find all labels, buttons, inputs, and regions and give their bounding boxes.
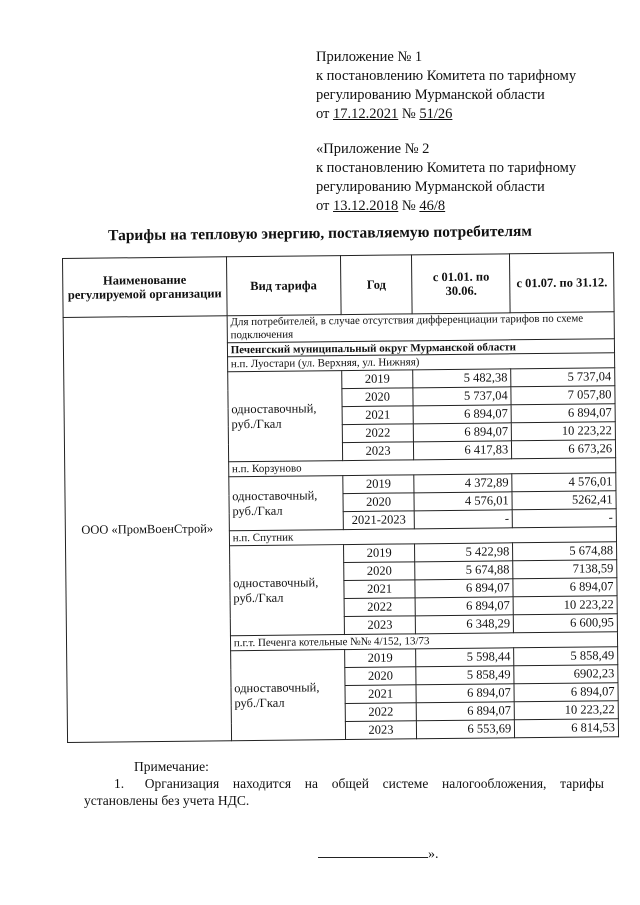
num-prefix: №	[398, 106, 420, 122]
appendix-1-date-line	[316, 105, 616, 124]
tariff-table	[62, 252, 619, 743]
locality-cell: н.п. Спутник	[229, 527, 616, 546]
period-2-value: 4 576,01	[512, 473, 616, 492]
period-1-value: 6 894,07	[415, 579, 513, 598]
year-cell: 2023	[342, 442, 414, 461]
year-cell: 2022	[342, 424, 414, 443]
period-2-value: 5 737,04	[511, 368, 615, 387]
period-1-value: 5 482,38	[413, 369, 511, 388]
closing-signature	[318, 845, 439, 863]
year-cell: 2020	[343, 562, 415, 581]
period-1-value: 6 348,29	[416, 615, 514, 634]
year-cell: 2020	[344, 667, 416, 686]
appendix-2-header	[316, 140, 616, 216]
date-prefix: от	[316, 198, 334, 214]
period-2-value: 6902,23	[514, 665, 618, 684]
table-header-row	[63, 253, 615, 318]
period-2-value: 10 223,22	[514, 701, 618, 720]
period-1-value: 5 674,88	[415, 561, 513, 580]
closing-quote: ».	[428, 847, 439, 862]
appendix-2-title: «Приложение № 2	[316, 141, 430, 157]
org-name-cell: ООО «ПромВоенСтрой»	[63, 316, 231, 743]
year-cell: 2021-2023	[343, 511, 415, 530]
period-2-value: 6 600,95	[513, 614, 617, 633]
period-2-value: 10 223,22	[513, 596, 617, 615]
locality-cell: н.п. Луостари (ул. Верхняя, ул. Нижняя)	[227, 353, 614, 372]
section-cell: Для потребителей, в случае отсутствия дифференциации тарифов по схеме подключения	[227, 312, 615, 343]
year-cell: 2021	[342, 406, 414, 425]
period-1-value: -	[415, 510, 513, 529]
period-1-value: 5 422,98	[415, 543, 513, 562]
period-2-value: 5262,41	[512, 491, 616, 510]
period-2-value: 10 223,22	[511, 422, 615, 441]
period-2-value: 6 894,07	[513, 578, 617, 597]
locality-cell: п.г.т. Печенга котельные №№ 4/152, 13/73	[230, 632, 617, 651]
period-2-value: 6 894,07	[514, 683, 618, 702]
year-cell: 2019	[341, 370, 413, 389]
note-block	[84, 758, 604, 809]
period-1-value: 4 576,01	[414, 492, 512, 511]
signature-line	[318, 845, 428, 858]
period-2-value: 7138,59	[513, 560, 617, 579]
year-cell: 2022	[344, 598, 416, 617]
note-item-line1: 1. Организация находится на общей системе налогообложения, тарифы	[114, 776, 604, 791]
appendix-2-number: 46/8	[419, 198, 446, 214]
num-prefix: №	[398, 198, 420, 214]
appendix-1-line3: регулированию Мурманской области	[316, 87, 545, 103]
appendix-2-line3: регулированию Мурманской области	[316, 179, 545, 195]
appendix-2-date: 13.12.2018	[333, 198, 399, 214]
year-cell: 2021	[345, 685, 417, 704]
header-year: Год	[340, 255, 412, 315]
period-1-value: 6 553,69	[417, 720, 515, 739]
appendix-1-title: Приложение № 1	[316, 49, 423, 65]
appendix-2-date-line	[316, 197, 616, 216]
tariff-type-cell: одноставочный, руб./Гкал	[229, 545, 344, 636]
period-2-value: 5 858,49	[514, 647, 618, 666]
note-title: Примечание:	[134, 759, 209, 774]
header-period-2: с 01.07. по 31.12.	[510, 253, 614, 313]
date-prefix: от	[316, 106, 334, 122]
appendix-1-line2: к постановлению Комитета по тарифному	[316, 68, 577, 84]
year-cell: 2019	[343, 544, 415, 563]
document-title: Тарифы на тепловую энергию, поставляемую потребителям	[107, 222, 532, 245]
period-2-value: 6 673,26	[512, 440, 616, 459]
period-2-value: 5 674,88	[513, 542, 617, 561]
period-1-value: 6 894,07	[416, 684, 514, 703]
period-1-value: 6 894,07	[414, 405, 512, 424]
header-period-1: с 01.01. по 30.06.	[412, 254, 510, 314]
period-1-value: 6 894,07	[417, 702, 515, 721]
year-cell: 2021	[344, 580, 416, 599]
period-1-value: 5 598,44	[416, 648, 514, 667]
period-1-value: 6 417,83	[414, 441, 512, 460]
year-cell: 2023	[345, 721, 417, 740]
year-cell: 2019	[344, 649, 416, 668]
period-1-value: 6 894,07	[414, 423, 512, 442]
period-1-value: 5 737,04	[413, 387, 511, 406]
appendix-1-date: 17.12.2021	[333, 106, 399, 122]
district-cell: Печенгский муниципальный округ Мурманской области	[227, 339, 614, 357]
year-cell: 2023	[344, 616, 416, 635]
period-2-value: -	[512, 509, 616, 528]
tariff-type-cell: одноставочный, руб./Гкал	[227, 371, 342, 462]
period-1-value: 4 372,89	[414, 474, 512, 493]
locality-cell: н.п. Корзуново	[228, 458, 615, 477]
year-cell: 2019	[342, 475, 414, 494]
period-2-value: 6 894,07	[511, 404, 615, 423]
header-tariff: Вид тарифа	[226, 256, 341, 316]
period-1-value: 5 858,49	[416, 666, 514, 685]
year-cell: 2022	[345, 703, 417, 722]
period-2-value: 6 814,53	[515, 719, 619, 738]
year-cell: 2020	[343, 493, 415, 512]
appendix-1-header	[316, 48, 616, 124]
note-item-line2: установлены без учета НДС.	[84, 793, 250, 808]
appendix-1-number: 51/26	[419, 106, 453, 122]
tariff-type-cell: одноставочный, руб./Гкал	[229, 476, 343, 531]
period-1-value: 6 894,07	[416, 597, 514, 616]
appendix-2-line2: к постановлению Комитета по тарифному	[316, 160, 577, 176]
tariff-type-cell: одноставочный, руб./Гкал	[230, 650, 345, 741]
year-cell: 2020	[342, 388, 414, 407]
header-org: Наименование регулируемой организации	[63, 257, 227, 318]
period-2-value: 7 057,80	[511, 386, 615, 405]
